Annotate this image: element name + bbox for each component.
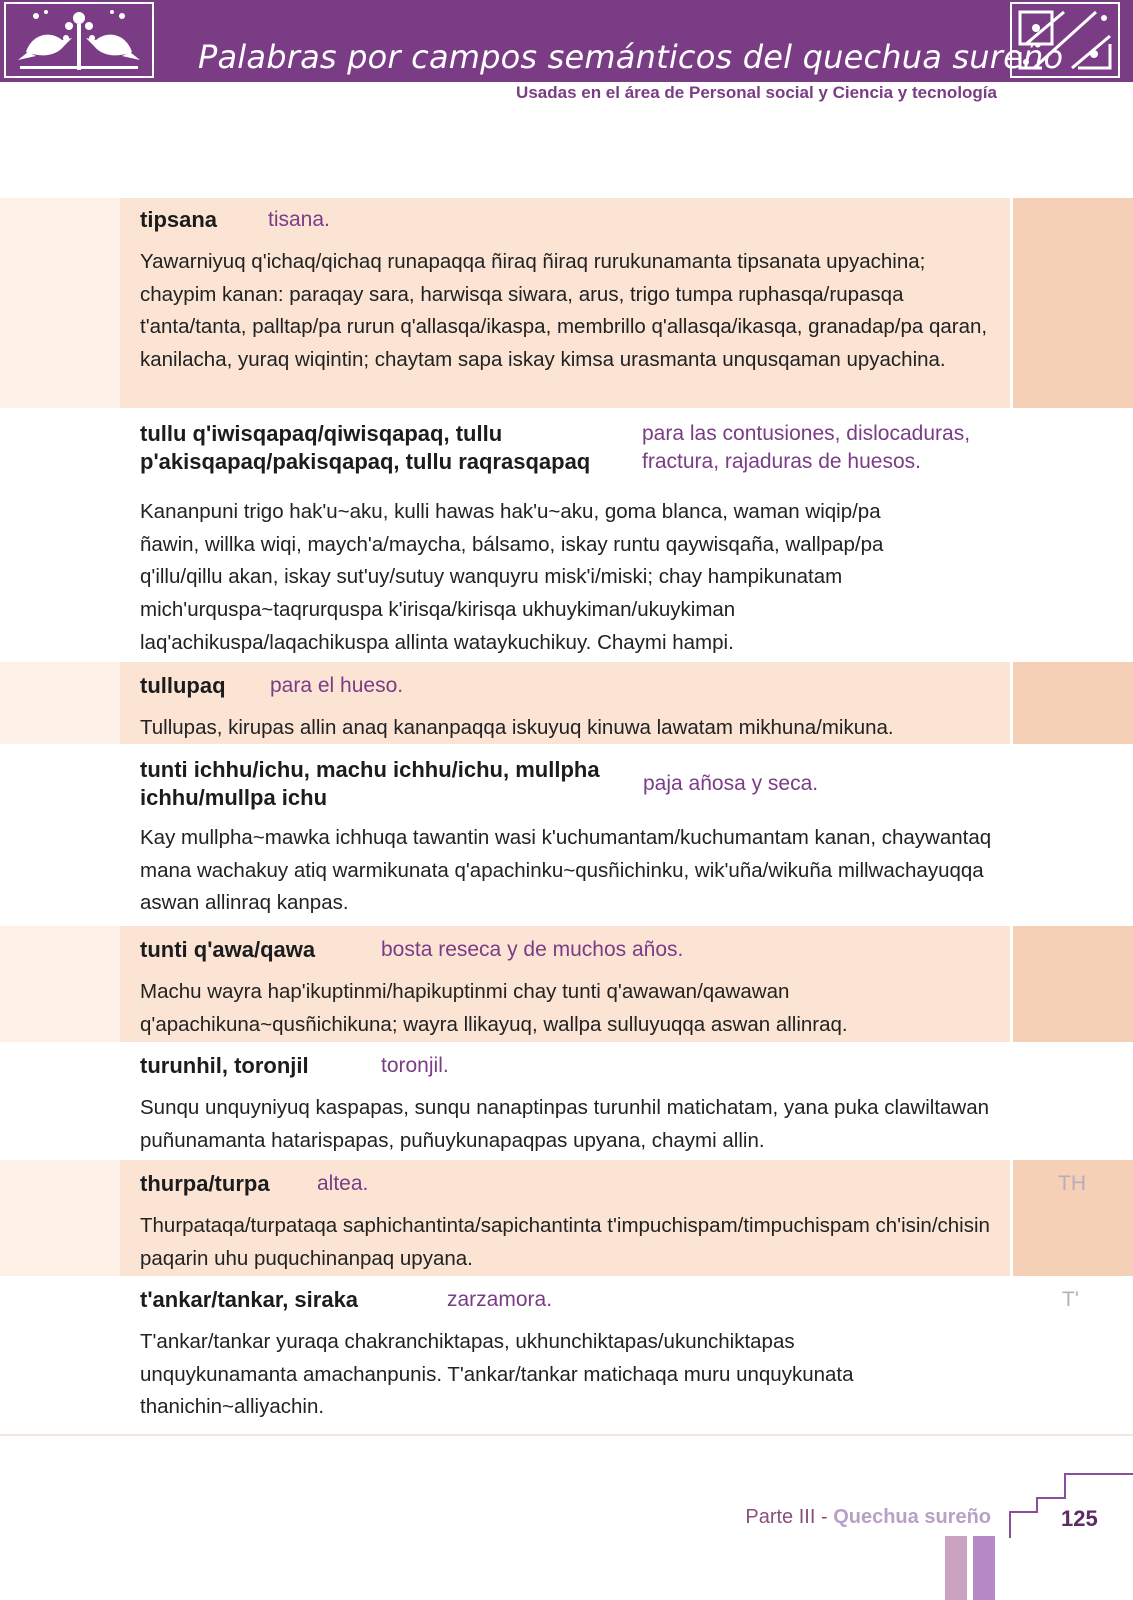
entry-definition: Tullupas, kirupas allin anaq kananpaqqa iskuyuq kinuwa lawatam mikhuna/mikuna. <box>140 716 894 739</box>
entry-definition: Sunqu unquyniyuq kaspapas, sunqu nanaptinpas turunhil matichatam, yana puka clawiltawan puñunamanta hatarispapas, puñuykunapaqpas upyana, chaymi allin. <box>140 1096 990 1152</box>
entry-term: tipsana <box>140 207 218 232</box>
header-ornament-birds <box>4 2 154 78</box>
entry-gloss: para las contusiones, dislocaduras, fractura, rajaduras de huesos. <box>642 422 971 473</box>
entry-band-left <box>0 662 120 744</box>
entry-term: tunti q'awa/qawa <box>140 937 316 962</box>
page-number: 125 <box>1061 1506 1098 1531</box>
entry-gloss: paja añosa y seca. <box>643 772 819 795</box>
entry-gloss: altea. <box>317 1172 369 1195</box>
footer-section: Quechua sureño <box>833 1506 991 1528</box>
entry-definition: Machu wayra hap'ikuptinmi/hapikuptinmi chay tunti q'awawan/qawawan q'apachikuna~qusñichikuna; wayra llikayuq, wallpa sulluyuqqa aswan allinraq. <box>140 980 848 1036</box>
dictionary-entry <box>0 662 1133 744</box>
entry-gloss: para el hueso. <box>270 674 404 697</box>
entry-band-left <box>0 926 120 1042</box>
entry-term: thurpa/turpa <box>140 1171 270 1196</box>
entry-gloss: bosta reseca y de muchos años. <box>381 938 684 961</box>
page-header-subtitle: Usadas en el área de Personal social y Ciencia y tecnología <box>516 83 997 102</box>
dictionary-entry <box>0 420 1133 654</box>
entry-band-right <box>1013 662 1133 744</box>
dictionary-entry <box>0 1052 1133 1158</box>
dictionary-entry <box>0 1160 1133 1276</box>
entry-term: t'ankar/tankar, siraka <box>140 1287 359 1312</box>
section-letter-label: TH <box>1058 1172 1086 1195</box>
entry-band-left <box>0 198 120 408</box>
entry-definition: Yawarniyuq q'ichaq/qichaq runapaqqa ñiraq ñiraq rurukunamanta tipsanata upyachina; chaypim kanan: paraqay sara, harwisqa siwara, arus, trigo tumpa ruphasqa/rupasqa t'anta/tanta, palltap/pa rurun q'allasqa/ikaspa, membrillo q'allasqa/ikasqa, granadap/pa qaran, kanilacha, yuraq wiqintin; chaytam sapa iskay kimsa urasmanta unqusqaman upyachina. <box>140 250 988 372</box>
page-header-title: Palabras por campos semánticos del quechua sureño <box>198 38 1064 76</box>
entry-band-right <box>1013 198 1133 408</box>
section-letter-label: T' <box>1062 1288 1079 1311</box>
footer-steps-ornament-icon <box>945 1470 1133 1600</box>
entry-gloss: toronjil. <box>381 1054 449 1077</box>
dictionary-entry <box>0 926 1133 1042</box>
dictionary-entry <box>0 198 1133 408</box>
entry-definition: Thurpataqa/turpataqa saphichantinta/sapichantinta t'impuchispam/timpuchispam ch'isin/chisin paqarin uhu puquchinanpaq upyana. <box>140 1214 990 1270</box>
footer-part: Parte III - <box>745 1506 834 1528</box>
footer-part-label <box>745 1506 991 1529</box>
entry-definition: Kananpuni trigo hak'u~aku, kulli hawas hak'u~aku, goma blanca, waman wiqip/pa ñawin, willka wiqi, maych'a/maycha, bálsamo, iskay runtu qaywisqaña, wallpap/pa q'illu/qillu akan, iskay sut'uy/sutuy wanquyru misk'i/miski; chay hampikunatam mich'urquspa~taqrurquspa k'irisqa/kirisqa ukhuykiman/ukuykiman laq'achikuspa/laqachikuspa allinta wataykuchikuy. Chaymi hampi. <box>140 500 884 654</box>
entry-band-left <box>0 1160 120 1276</box>
footer-divider <box>0 1434 1133 1436</box>
dictionary-entry <box>0 756 1133 926</box>
birds-tree-motif-icon <box>6 4 152 76</box>
entry-definition: T'ankar/tankar yuraqa chakranchiktapas, ukhunchiktapas/ukunchiktapas unquykunamanta amachanpunis. T'ankar/tankar matichaqa muru unquykunata thanichin~alliyachin. <box>140 1330 854 1419</box>
entry-term: tullu q'iwisqapaq/qiwisqapaq, tullu p'akisqapaq/pakisqapaq, tullu raqrasqapaq <box>140 421 591 474</box>
entry-term: turunhil, toronjil <box>140 1053 309 1078</box>
entry-band-right <box>1013 926 1133 1042</box>
entry-gloss: zarzamora. <box>447 1288 553 1311</box>
entry-definition: Kay mullpha~mawka ichhuqa tawantin wasi k'uchumantam/kuchumantam kanan, chaywantaq mana wachakuy atiq warmikunata q'apachinku~qusñichinku, wik'uña/wikuña millwachayuqqa aswan allinraq kanpas. <box>140 826 992 915</box>
entry-gloss: tisana. <box>268 208 330 231</box>
entry-term: tullupaq <box>140 673 226 698</box>
entry-term: tunti ichhu/ichu, machu ichhu/ichu, mullpha ichhu/mullpa ichu <box>140 757 600 810</box>
dictionary-entry <box>0 1286 1133 1426</box>
